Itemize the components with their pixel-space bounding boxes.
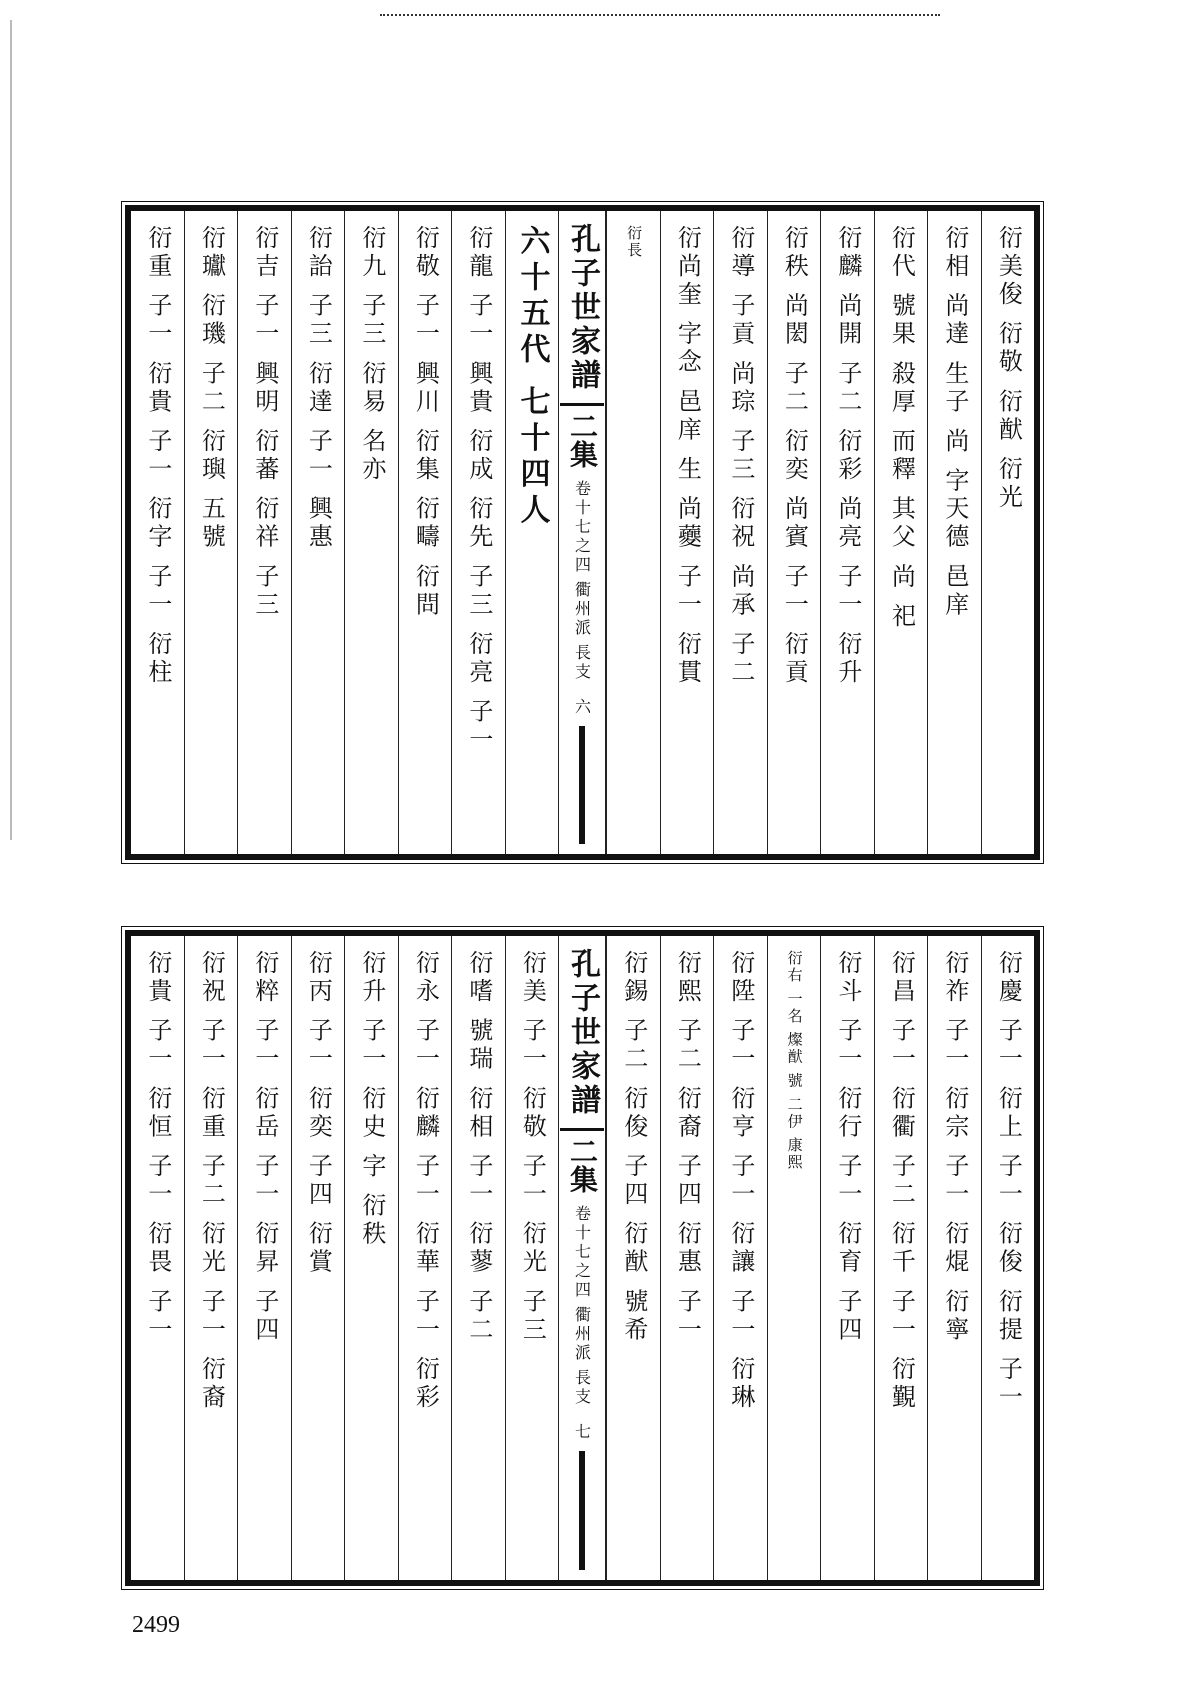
branch-label: 衢州派 <box>572 581 592 638</box>
generation-heading: 六十五代 七十四人 <box>505 211 559 854</box>
text-column: 衍代 號果 殺厚 而釋 其父 尚 祀 <box>874 211 928 854</box>
text-column: 衍粹 子一 衍岳 子一 衍昇 子四 <box>237 936 291 1580</box>
text-column: 衍長 <box>606 211 660 854</box>
text-column: 衍瓛 衍璣 子二 衍璵 五號 <box>184 211 238 854</box>
scan-artifact-left-edge <box>0 20 12 840</box>
branch-label: 衢州派 <box>572 1306 592 1363</box>
text-column: 衍尚奎 字念 邑庠 生 尚蘷 子一 衍貫 <box>660 211 714 854</box>
genealogy-page-lower <box>125 930 1040 1586</box>
text-column: 衍錫 子二 衍俊 子四 衍猷 號希 <box>606 936 660 1580</box>
text-column: 衍陞 子一 衍亨 子一 衍讓 子一 衍琳 <box>713 936 767 1580</box>
book-center-column <box>558 211 606 854</box>
collection-label: 二集 <box>560 403 604 474</box>
center-rule <box>579 726 585 844</box>
text-column: 衍九 子三 衍易 名亦 <box>344 211 398 854</box>
text-column: 衍升 子一 衍史 字 衍秩 <box>344 936 398 1580</box>
scan-artifact-top <box>380 14 940 21</box>
text-column: 衍吉 子一 興明 衍蕃 衍祥 子三 <box>237 211 291 854</box>
text-column: 衍詒 子三 衍達 子一 興惠 <box>291 211 345 854</box>
book-title: 孔子世家譜 <box>565 948 600 1118</box>
text-column: 衍斗 子一 衍行 子一 衍育 子四 <box>820 936 874 1580</box>
text-column: 衍右 一名 燦猷 號 二伊 康熙 <box>767 936 821 1580</box>
text-column: 衍貴 子一 衍恒 子一 衍畏 子一 <box>143 950 172 1345</box>
text-column: 衍導 子貢 尚琮 子三 衍祝 尚承 子二 <box>713 211 767 854</box>
column-grid <box>131 936 1034 1580</box>
volume-label: 卷十七之四 <box>572 1205 592 1300</box>
book-title: 孔子世家譜 <box>565 223 600 393</box>
text-column: 衍嗜 號瑞 衍相 子一 衍蓼 子二 <box>451 936 505 1580</box>
text-column: 衍祝 子一 衍重 子二 衍光 子一 衍裔 <box>184 936 238 1580</box>
center-rule <box>579 1451 585 1570</box>
text-column: 衍相 尚達 生子 尚 字天德 邑庠 <box>927 211 981 854</box>
text-column: 衍敬 子一 興川 衍集 衍疇 衍問 <box>398 211 452 854</box>
volume-label: 卷十七之四 <box>572 480 592 575</box>
text-column: 衍美俊 衍敬 衍猷 衍光 <box>981 211 1035 854</box>
genealogy-page-upper <box>125 205 1040 860</box>
text-column: 衍慶 子一 衍上 子一 衍俊 衍提 子一 <box>981 936 1035 1580</box>
text-column: 衍美 子一 衍敬 子一 衍光 子三 <box>505 936 559 1580</box>
column-grid <box>131 211 1034 854</box>
text-column: 衍重 子一 衍貴 子一 衍字 子一 衍柱 <box>143 225 172 687</box>
sub-branch-label: 長支 <box>572 644 592 682</box>
page-number: 2499 <box>132 1612 180 1638</box>
folio-number: 七 <box>572 1423 592 1439</box>
folio-number: 六 <box>572 698 592 714</box>
text-column: 衍龍 子一 興貴 衍成 衍先 子三 衍亮 子一 <box>451 211 505 854</box>
text-column: 衍熙 子二 衍裔 子四 衍惠 子一 <box>660 936 714 1580</box>
text-column: 衍昌 子一 衍衢 子二 衍千 子一 衍覲 <box>874 936 928 1580</box>
text-column: 衍丙 子一 衍奕 子四 衍賞 <box>291 936 345 1580</box>
text-column: 衍秩 尚閎 子二 衍奕 尚賓 子一 衍貢 <box>767 211 821 854</box>
text-column: 衍麟 尚開 子二 衍彩 尚亮 子一 衍升 <box>820 211 874 854</box>
text-column: 衍祚 子一 衍宗 子一 衍焜 衍寧 <box>927 936 981 1580</box>
collection-label: 二集 <box>560 1128 604 1199</box>
text-column: 衍永 子一 衍麟 子一 衍華 子一 衍彩 <box>398 936 452 1580</box>
sub-branch-label: 長支 <box>572 1369 592 1407</box>
book-center-column <box>558 936 606 1580</box>
